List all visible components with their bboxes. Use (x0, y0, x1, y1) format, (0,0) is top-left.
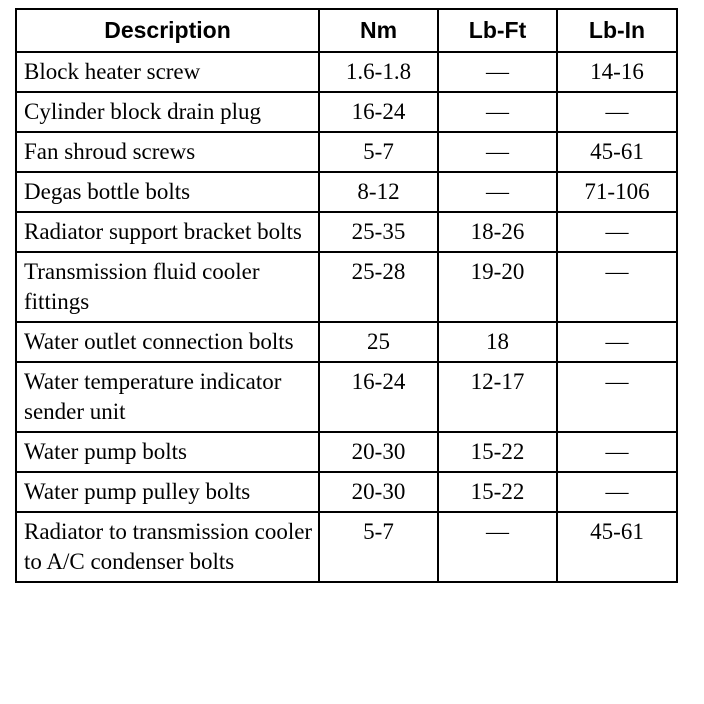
description-cell: Water pump bolts (16, 432, 319, 472)
lb-ft-cell: 18 (438, 322, 557, 362)
table-row (16, 252, 677, 322)
nm-cell: 25-28 (319, 252, 438, 322)
lb-in-cell: — (557, 432, 677, 472)
header-lb-ft: Lb-Ft (438, 9, 557, 52)
nm-cell: 20-30 (319, 472, 438, 512)
nm-cell: 5-7 (319, 512, 438, 582)
lb-in-cell: — (557, 322, 677, 362)
lb-ft-cell: 19-20 (438, 252, 557, 322)
lb-ft-cell: — (438, 172, 557, 212)
table-row (16, 362, 677, 432)
lb-in-cell: 14-16 (557, 52, 677, 92)
header-nm: Nm (319, 9, 438, 52)
description-cell: Transmission fluid cooler fittings (16, 252, 319, 322)
description-cell: Block heater screw (16, 52, 319, 92)
table-row (16, 172, 677, 212)
table-row (16, 132, 677, 172)
torque-spec-table (15, 8, 678, 583)
nm-cell: 25-35 (319, 212, 438, 252)
table-row (16, 322, 677, 362)
nm-cell: 20-30 (319, 432, 438, 472)
nm-cell: 1.6-1.8 (319, 52, 438, 92)
table-row (16, 472, 677, 512)
lb-ft-cell: — (438, 512, 557, 582)
description-cell: Fan shroud screws (16, 132, 319, 172)
lb-in-cell: — (557, 252, 677, 322)
lb-ft-cell: — (438, 92, 557, 132)
lb-ft-cell: — (438, 132, 557, 172)
lb-in-cell: 45-61 (557, 132, 677, 172)
lb-ft-cell: 15-22 (438, 472, 557, 512)
lb-in-cell: — (557, 212, 677, 252)
description-cell: Water temperature indicator sender unit (16, 362, 319, 432)
table-row (16, 92, 677, 132)
lb-ft-cell: 18-26 (438, 212, 557, 252)
description-cell: Water pump pulley bolts (16, 472, 319, 512)
lb-in-cell: 45-61 (557, 512, 677, 582)
nm-cell: 5-7 (319, 132, 438, 172)
description-cell: Water outlet connection bolts (16, 322, 319, 362)
nm-cell: 25 (319, 322, 438, 362)
header-lb-in: Lb-In (557, 9, 677, 52)
table-row (16, 432, 677, 472)
lb-in-cell: — (557, 362, 677, 432)
table-row (16, 512, 677, 582)
lb-in-cell: — (557, 92, 677, 132)
nm-cell: 16-24 (319, 92, 438, 132)
lb-in-cell: — (557, 472, 677, 512)
nm-cell: 8-12 (319, 172, 438, 212)
header-row (16, 9, 677, 52)
table-row (16, 212, 677, 252)
nm-cell: 16-24 (319, 362, 438, 432)
description-cell: Cylinder block drain plug (16, 92, 319, 132)
description-cell: Degas bottle bolts (16, 172, 319, 212)
header-description: Description (16, 9, 319, 52)
description-cell: Radiator to transmission cooler to A/C condenser bolts (16, 512, 319, 582)
table-row (16, 52, 677, 92)
lb-in-cell: 71-106 (557, 172, 677, 212)
lb-ft-cell: 15-22 (438, 432, 557, 472)
lb-ft-cell: 12-17 (438, 362, 557, 432)
description-cell: Radiator support bracket bolts (16, 212, 319, 252)
lb-ft-cell: — (438, 52, 557, 92)
